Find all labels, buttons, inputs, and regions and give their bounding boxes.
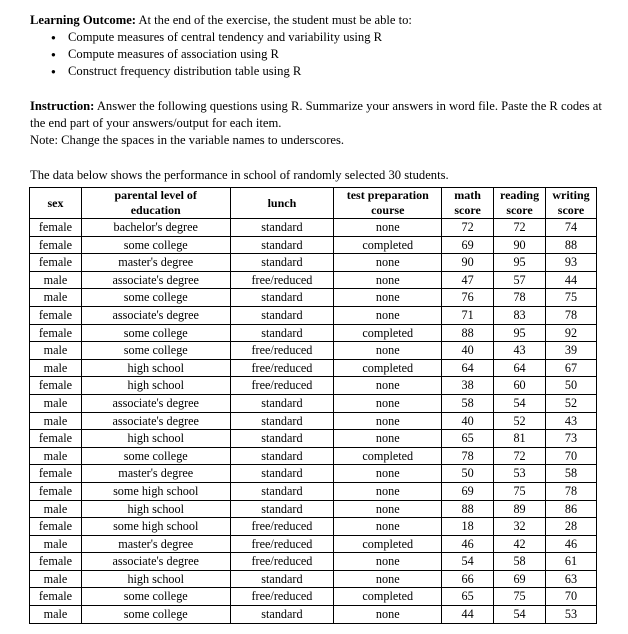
header-line: test preparation [346, 188, 429, 202]
cell-parental-education: some college [81, 236, 230, 254]
cell-sex: female [30, 482, 82, 500]
cell-lunch: free/reduced [230, 553, 334, 571]
table-row [30, 482, 597, 500]
cell-sex: male [30, 271, 82, 289]
cell-reading-score: 54 [494, 394, 546, 412]
learning-outcome-text: At the end of the exercise, the student must be able to: [135, 13, 412, 27]
cell-sex: female [30, 430, 82, 448]
cell-lunch: standard [230, 236, 334, 254]
header-line: math [454, 188, 481, 202]
cell-math-score: 40 [442, 412, 494, 430]
cell-sex: male [30, 394, 82, 412]
cell-sex: male [30, 342, 82, 360]
instruction-paragraph [30, 98, 615, 132]
header-line: writing [552, 188, 590, 202]
cell-test-preparation: none [334, 412, 442, 430]
cell-sex: female [30, 465, 82, 483]
header-line: reading [499, 188, 540, 202]
cell-writing-score: 75 [546, 289, 597, 307]
header-parental-education [81, 188, 230, 219]
cell-writing-score: 58 [546, 465, 597, 483]
table-row [30, 606, 597, 624]
header-reading-score [494, 188, 546, 219]
cell-lunch: standard [230, 254, 334, 272]
cell-writing-score: 53 [546, 606, 597, 624]
table-row [30, 553, 597, 571]
table-row [30, 324, 597, 342]
cell-parental-education: some college [81, 447, 230, 465]
cell-lunch: free/reduced [230, 359, 334, 377]
cell-math-score: 18 [442, 518, 494, 536]
cell-writing-score: 73 [546, 430, 597, 448]
table-row [30, 588, 597, 606]
cell-writing-score: 63 [546, 570, 597, 588]
cell-math-score: 40 [442, 342, 494, 360]
cell-sex: male [30, 289, 82, 307]
cell-sex: male [30, 359, 82, 377]
cell-lunch: free/reduced [230, 535, 334, 553]
cell-test-preparation: none [334, 465, 442, 483]
cell-parental-education: high school [81, 377, 230, 395]
cell-lunch: standard [230, 394, 334, 412]
cell-lunch: standard [230, 412, 334, 430]
cell-writing-score: 61 [546, 553, 597, 571]
cell-parental-education: high school [81, 359, 230, 377]
cell-sex: female [30, 236, 82, 254]
cell-math-score: 72 [442, 219, 494, 237]
cell-reading-score: 95 [494, 254, 546, 272]
cell-writing-score: 78 [546, 306, 597, 324]
cell-sex: male [30, 447, 82, 465]
cell-test-preparation: none [334, 518, 442, 536]
cell-parental-education: some college [81, 324, 230, 342]
table-body [30, 219, 597, 624]
cell-lunch: free/reduced [230, 518, 334, 536]
cell-writing-score: 44 [546, 271, 597, 289]
outcome-item: ● Construct frequency distribution table using R [30, 63, 412, 80]
cell-parental-education: master's degree [81, 535, 230, 553]
cell-parental-education: some college [81, 289, 230, 307]
outcome-item: ● Compute measures of central tendency and variability using R [30, 29, 412, 46]
instruction-text: Answer the following questions using R. Summarize your answers in word file. Paste the R codes at the end part of your answers/output for each item. [30, 99, 602, 130]
cell-test-preparation: none [334, 553, 442, 571]
cell-lunch: free/reduced [230, 342, 334, 360]
table-row [30, 535, 597, 553]
cell-math-score: 69 [442, 236, 494, 254]
cell-writing-score: 92 [546, 324, 597, 342]
cell-reading-score: 81 [494, 430, 546, 448]
header-line: education [130, 203, 181, 217]
cell-reading-score: 32 [494, 518, 546, 536]
cell-lunch: standard [230, 430, 334, 448]
cell-reading-score: 75 [494, 588, 546, 606]
cell-math-score: 38 [442, 377, 494, 395]
cell-test-preparation: none [334, 394, 442, 412]
cell-test-preparation: completed [334, 359, 442, 377]
cell-sex: female [30, 219, 82, 237]
cell-test-preparation: none [334, 500, 442, 518]
student-performance-table [29, 187, 597, 624]
outcome-item: ● Compute measures of association using R [30, 46, 412, 63]
cell-sex: female [30, 553, 82, 571]
cell-test-preparation: completed [334, 324, 442, 342]
cell-lunch: standard [230, 482, 334, 500]
cell-test-preparation: none [334, 377, 442, 395]
cell-math-score: 71 [442, 306, 494, 324]
cell-math-score: 69 [442, 482, 494, 500]
header-math-score [442, 188, 494, 219]
cell-test-preparation: none [334, 606, 442, 624]
cell-parental-education: associate's degree [81, 553, 230, 571]
header-sex: sex [30, 188, 82, 219]
cell-writing-score: 70 [546, 447, 597, 465]
cell-writing-score: 46 [546, 535, 597, 553]
table-row [30, 500, 597, 518]
learning-outcome-list [30, 29, 412, 80]
cell-test-preparation: none [334, 289, 442, 307]
cell-parental-education: associate's degree [81, 394, 230, 412]
cell-parental-education: associate's degree [81, 271, 230, 289]
cell-reading-score: 69 [494, 570, 546, 588]
cell-lunch: standard [230, 219, 334, 237]
table-row [30, 254, 597, 272]
cell-test-preparation: completed [334, 535, 442, 553]
cell-writing-score: 78 [546, 482, 597, 500]
cell-reading-score: 52 [494, 412, 546, 430]
cell-sex: male [30, 500, 82, 518]
cell-lunch: standard [230, 447, 334, 465]
cell-test-preparation: none [334, 254, 442, 272]
cell-test-preparation: none [334, 570, 442, 588]
cell-math-score: 50 [442, 465, 494, 483]
table-row [30, 271, 597, 289]
cell-math-score: 66 [442, 570, 494, 588]
table-row [30, 412, 597, 430]
data-intro: The data below shows the performance in school of randomly selected 30 students. [30, 168, 449, 182]
cell-writing-score: 67 [546, 359, 597, 377]
cell-writing-score: 50 [546, 377, 597, 395]
cell-math-score: 44 [442, 606, 494, 624]
header-line: score [557, 203, 585, 217]
cell-math-score: 78 [442, 447, 494, 465]
cell-reading-score: 54 [494, 606, 546, 624]
table-row [30, 342, 597, 360]
cell-test-preparation: completed [334, 588, 442, 606]
cell-sex: male [30, 412, 82, 430]
header-line: score [506, 203, 533, 217]
cell-parental-education: some high school [81, 518, 230, 536]
cell-lunch: standard [230, 306, 334, 324]
cell-writing-score: 70 [546, 588, 597, 606]
cell-test-preparation: none [334, 430, 442, 448]
cell-reading-score: 75 [494, 482, 546, 500]
cell-lunch: standard [230, 500, 334, 518]
table-row [30, 570, 597, 588]
cell-writing-score: 93 [546, 254, 597, 272]
cell-sex: female [30, 377, 82, 395]
cell-test-preparation: none [334, 342, 442, 360]
cell-parental-education: master's degree [81, 254, 230, 272]
cell-lunch: standard [230, 324, 334, 342]
cell-reading-score: 72 [494, 219, 546, 237]
table-row [30, 447, 597, 465]
cell-test-preparation: completed [334, 447, 442, 465]
cell-parental-education: associate's degree [81, 412, 230, 430]
cell-lunch: free/reduced [230, 377, 334, 395]
cell-math-score: 64 [442, 359, 494, 377]
cell-math-score: 54 [442, 553, 494, 571]
cell-reading-score: 89 [494, 500, 546, 518]
cell-sex: female [30, 588, 82, 606]
cell-reading-score: 83 [494, 306, 546, 324]
header-line: course [371, 203, 405, 217]
cell-parental-education: high school [81, 500, 230, 518]
cell-reading-score: 43 [494, 342, 546, 360]
cell-writing-score: 74 [546, 219, 597, 237]
table-row [30, 465, 597, 483]
cell-test-preparation: none [334, 271, 442, 289]
cell-parental-education: master's degree [81, 465, 230, 483]
learning-outcome-line [30, 12, 412, 29]
table-row [30, 236, 597, 254]
cell-parental-education: some high school [81, 482, 230, 500]
cell-reading-score: 72 [494, 447, 546, 465]
cell-lunch: standard [230, 606, 334, 624]
cell-lunch: standard [230, 465, 334, 483]
learning-outcome-label: Learning Outcome: [30, 13, 136, 27]
cell-reading-score: 95 [494, 324, 546, 342]
cell-writing-score: 88 [546, 236, 597, 254]
cell-lunch: standard [230, 570, 334, 588]
cell-sex: male [30, 535, 82, 553]
cell-test-preparation: completed [334, 236, 442, 254]
instruction-label: Instruction: [30, 99, 95, 113]
cell-lunch: standard [230, 289, 334, 307]
header-lunch: lunch [230, 188, 334, 219]
cell-reading-score: 64 [494, 359, 546, 377]
header-test-preparation [334, 188, 442, 219]
cell-math-score: 65 [442, 430, 494, 448]
cell-test-preparation: none [334, 219, 442, 237]
cell-reading-score: 90 [494, 236, 546, 254]
table-header-row [30, 188, 597, 219]
instruction-section [30, 98, 615, 149]
cell-writing-score: 86 [546, 500, 597, 518]
header-line: score [454, 203, 481, 217]
cell-math-score: 46 [442, 535, 494, 553]
header-line: parental level of [114, 188, 197, 202]
cell-math-score: 76 [442, 289, 494, 307]
cell-math-score: 88 [442, 500, 494, 518]
table-row [30, 219, 597, 237]
cell-math-score: 47 [442, 271, 494, 289]
cell-parental-education: some college [81, 606, 230, 624]
cell-math-score: 65 [442, 588, 494, 606]
table-row [30, 359, 597, 377]
cell-writing-score: 43 [546, 412, 597, 430]
table-row [30, 289, 597, 307]
cell-sex: female [30, 306, 82, 324]
header-writing-score [546, 188, 597, 219]
cell-parental-education: associate's degree [81, 306, 230, 324]
cell-lunch: free/reduced [230, 588, 334, 606]
table-row [30, 518, 597, 536]
table-row [30, 394, 597, 412]
cell-parental-education: bachelor's degree [81, 219, 230, 237]
cell-parental-education: high school [81, 430, 230, 448]
cell-parental-education: high school [81, 570, 230, 588]
table-row [30, 377, 597, 395]
cell-sex: female [30, 518, 82, 536]
cell-reading-score: 60 [494, 377, 546, 395]
cell-reading-score: 78 [494, 289, 546, 307]
cell-reading-score: 57 [494, 271, 546, 289]
cell-parental-education: some college [81, 342, 230, 360]
cell-math-score: 58 [442, 394, 494, 412]
cell-reading-score: 42 [494, 535, 546, 553]
cell-sex: male [30, 570, 82, 588]
cell-lunch: free/reduced [230, 271, 334, 289]
cell-test-preparation: none [334, 482, 442, 500]
cell-sex: female [30, 324, 82, 342]
cell-writing-score: 52 [546, 394, 597, 412]
cell-writing-score: 28 [546, 518, 597, 536]
cell-sex: female [30, 254, 82, 272]
cell-reading-score: 53 [494, 465, 546, 483]
cell-test-preparation: none [334, 306, 442, 324]
cell-sex: male [30, 606, 82, 624]
cell-math-score: 88 [442, 324, 494, 342]
cell-reading-score: 58 [494, 553, 546, 571]
table-row [30, 306, 597, 324]
cell-writing-score: 39 [546, 342, 597, 360]
cell-parental-education: some college [81, 588, 230, 606]
table-row [30, 430, 597, 448]
cell-math-score: 90 [442, 254, 494, 272]
instruction-note: Note: Change the spaces in the variable names to underscores. [30, 133, 345, 147]
learning-outcome-section [30, 12, 412, 80]
